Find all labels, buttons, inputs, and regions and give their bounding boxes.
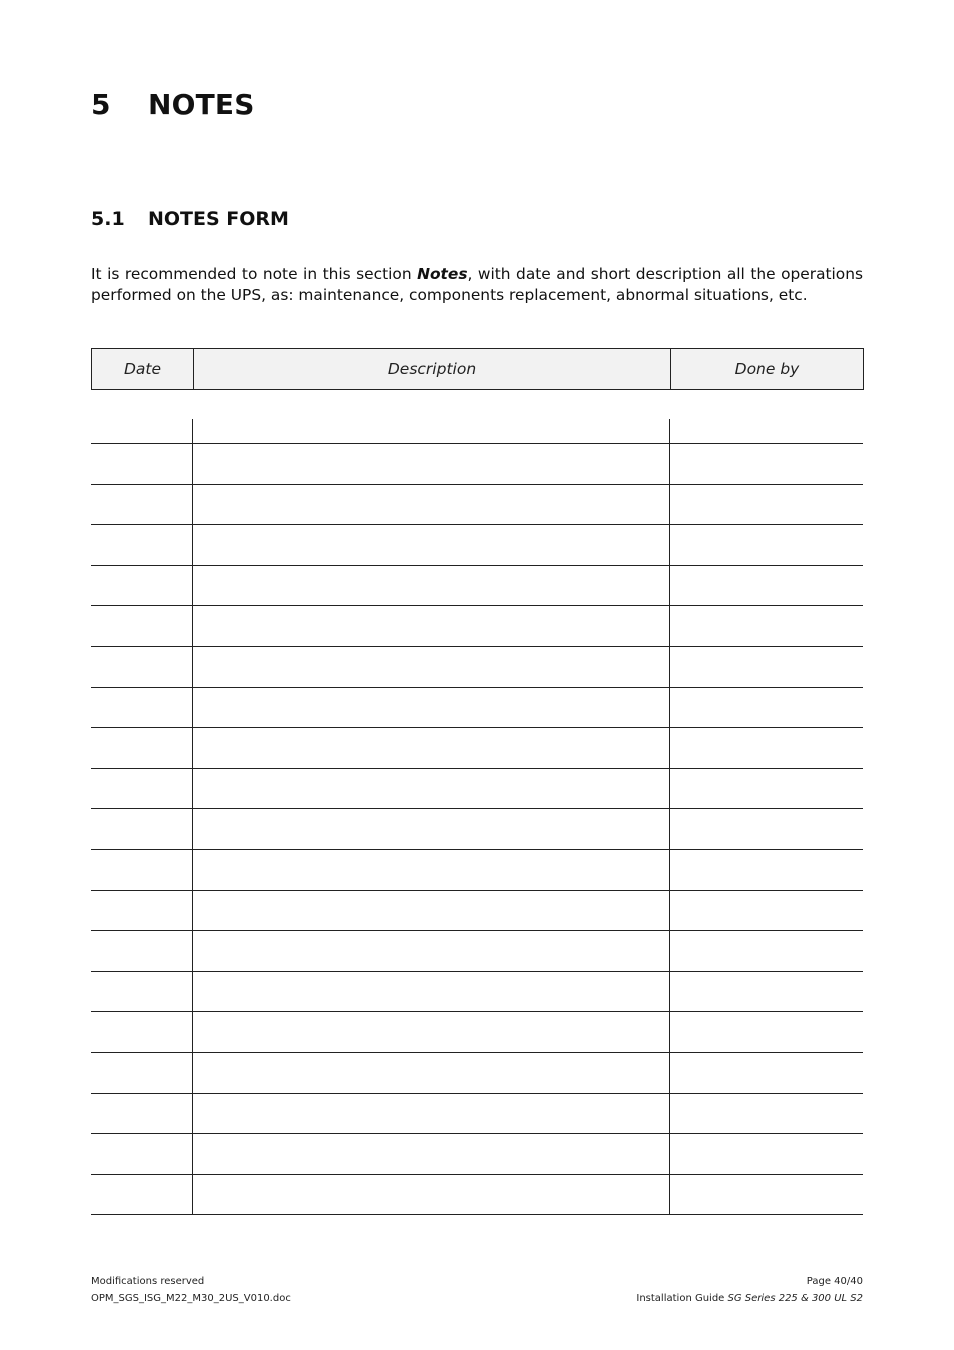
cell-done-by	[670, 1053, 863, 1093]
table-row	[91, 1053, 863, 1094]
cell-description	[193, 891, 670, 931]
cell-done-by	[670, 809, 863, 849]
footer-document-title	[636, 1291, 863, 1308]
cell-date	[91, 931, 193, 971]
table-row	[91, 1175, 863, 1216]
column-header-date: Date	[92, 349, 194, 389]
subsection-title: NOTES FORM	[148, 208, 289, 230]
footer-page-number: Page 40/40	[806, 1276, 863, 1287]
section-number: 5	[91, 88, 111, 121]
table-row	[91, 809, 863, 850]
cell-done-by	[670, 931, 863, 971]
footer-doc-series: SG Series 225 & 300 UL S2	[727, 1292, 863, 1304]
footer-modifications: Modifications reserved	[91, 1276, 205, 1287]
cell-date	[91, 972, 193, 1012]
notes-table-header	[91, 348, 864, 390]
cell-date	[91, 1175, 193, 1215]
cell-date	[91, 1094, 193, 1134]
cell-description	[193, 728, 670, 768]
cell-done-by	[670, 891, 863, 931]
subsection-heading	[91, 208, 289, 230]
cell-date	[91, 647, 193, 687]
cell-description	[193, 444, 670, 484]
cell-description	[193, 931, 670, 971]
cell-description	[193, 1012, 670, 1052]
cell-done-by	[670, 688, 863, 728]
cell-description	[193, 1094, 670, 1134]
column-header-done-by: Done by	[734, 360, 800, 378]
cell-done-by	[670, 485, 863, 525]
cell-description	[193, 1175, 670, 1215]
section-title: NOTES	[148, 88, 255, 121]
cell-description	[193, 769, 670, 809]
cell-done-by	[670, 566, 863, 606]
cell-done-by	[670, 1175, 863, 1215]
cell-done-by	[670, 1094, 863, 1134]
cell-description	[193, 525, 670, 565]
footer-filename: OPM_SGS_ISG_M22_M30_2US_V010.doc	[91, 1292, 291, 1304]
cell-description	[193, 419, 670, 443]
table-row	[91, 891, 863, 932]
cell-date	[91, 1012, 193, 1052]
cell-description	[193, 606, 670, 646]
cell-done-by	[670, 972, 863, 1012]
cell-done-by	[670, 1012, 863, 1052]
intro-emphasis: Notes	[417, 265, 468, 283]
section-heading	[91, 88, 255, 121]
table-row	[91, 444, 863, 485]
cell-done-by	[670, 850, 863, 890]
table-row	[91, 769, 863, 810]
table-row	[91, 525, 863, 566]
table-row	[91, 485, 863, 526]
table-row	[91, 850, 863, 891]
cell-date	[91, 891, 193, 931]
table-row	[91, 1012, 863, 1053]
cell-description	[193, 1134, 670, 1174]
cell-description	[193, 647, 670, 687]
cell-description	[193, 1053, 670, 1093]
cell-date	[91, 419, 193, 443]
cell-date	[91, 1134, 193, 1174]
cell-done-by	[670, 419, 863, 443]
intro-paragraph	[91, 264, 863, 305]
cell-description	[193, 809, 670, 849]
table-row	[91, 566, 863, 607]
cell-done-by	[670, 728, 863, 768]
cell-description	[193, 485, 670, 525]
cell-date	[91, 769, 193, 809]
table-row	[91, 1094, 863, 1135]
cell-description	[193, 688, 670, 728]
footer-right	[636, 1274, 863, 1307]
cell-date	[91, 444, 193, 484]
notes-table-body	[91, 419, 863, 1215]
cell-done-by	[670, 769, 863, 809]
cell-date	[91, 566, 193, 606]
cell-done-by	[670, 1134, 863, 1174]
subsection-number: 5.1	[91, 208, 125, 230]
table-row	[91, 688, 863, 729]
cell-done-by	[670, 525, 863, 565]
cell-done-by	[670, 647, 863, 687]
cell-description	[193, 972, 670, 1012]
table-row	[91, 728, 863, 769]
column-header-description: Description	[194, 349, 671, 389]
cell-description	[193, 850, 670, 890]
cell-date	[91, 525, 193, 565]
cell-date	[91, 688, 193, 728]
cell-date	[91, 1053, 193, 1093]
intro-text-before: It is recommended to note in this section	[91, 265, 418, 283]
table-row	[91, 1134, 863, 1175]
cell-date	[91, 606, 193, 646]
cell-description	[193, 566, 670, 606]
cell-date	[91, 728, 193, 768]
cell-date	[91, 850, 193, 890]
footer-doc-prefix: Installation Guide	[636, 1292, 728, 1304]
intro-text-after: , with date and short description all the operations performed on the UPS, as: maintenance, components replacement, abnormal situations, etc.	[91, 265, 863, 304]
table-row	[91, 931, 863, 972]
cell-done-by	[670, 606, 863, 646]
footer-left	[91, 1274, 291, 1307]
table-row	[91, 972, 863, 1013]
cell-done-by	[670, 444, 863, 484]
cell-date	[91, 809, 193, 849]
table-row	[91, 419, 863, 444]
table-row	[91, 647, 863, 688]
cell-date	[91, 485, 193, 525]
table-row	[91, 606, 863, 647]
